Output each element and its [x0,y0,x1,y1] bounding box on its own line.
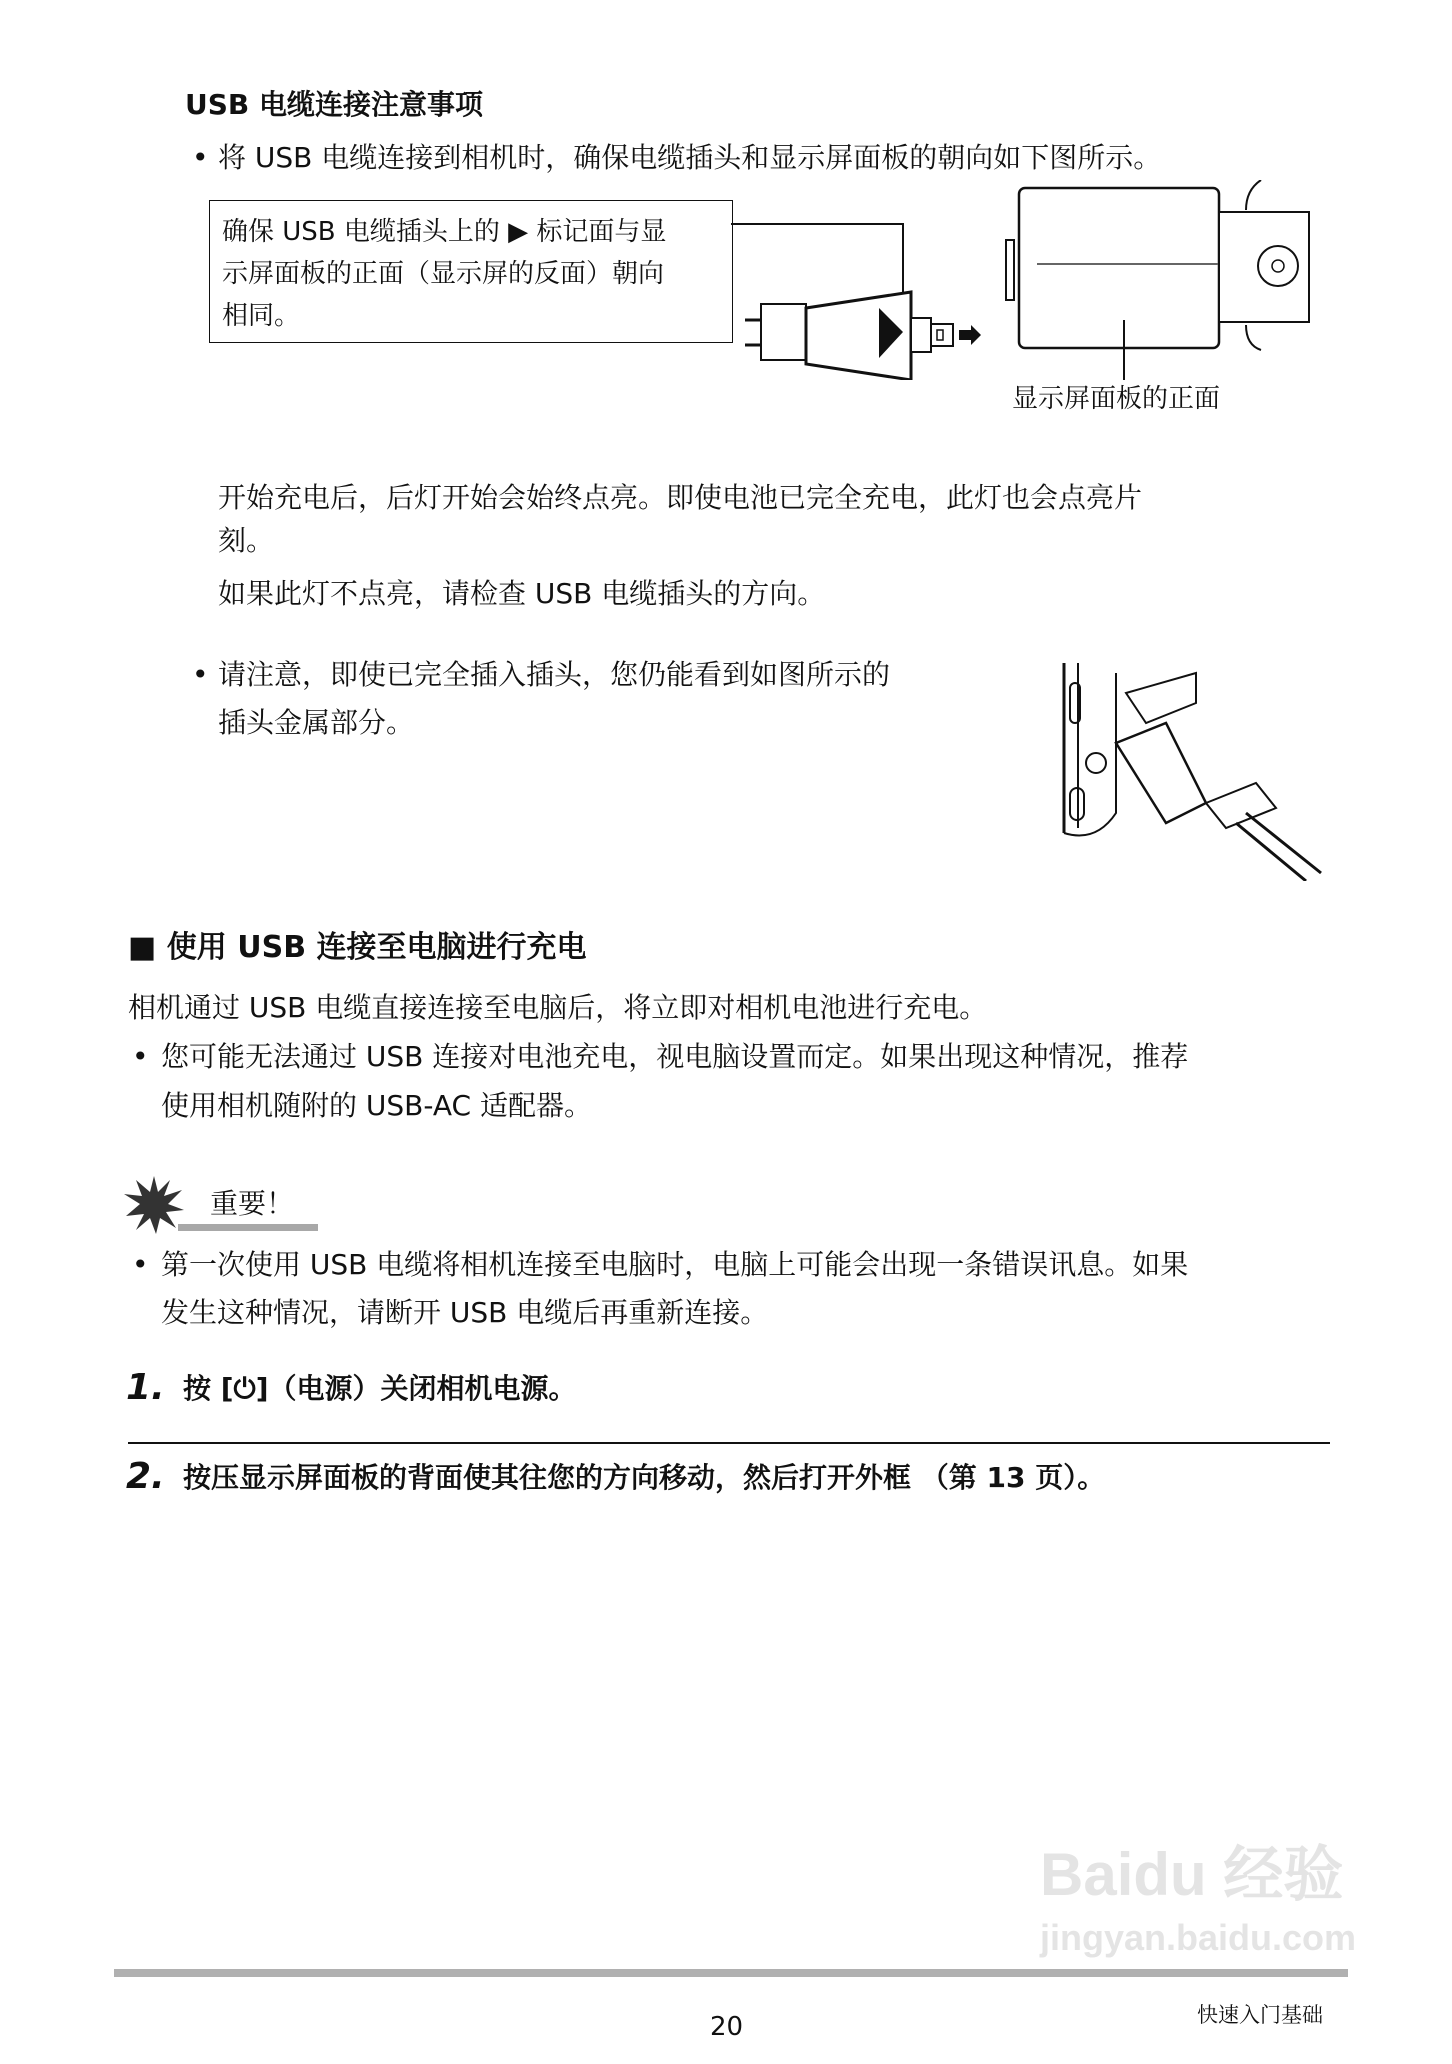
charging-paragraph: 刻。 [218,524,275,557]
note-bullet: 请注意，即使已完全插入插头，您仍能看到如图所示的 [218,658,891,691]
bullet: • [192,141,209,174]
usb-notes-bullet1: 将 USB 电缆连接到相机时，确保电缆插头和显示屏面板的朝向如下图所示。 [218,141,1162,174]
bullet: • [132,1248,149,1281]
baidu-watermark-logo: Baidu 经验 [1040,1841,1344,1908]
footer-rule [114,1969,1348,1977]
callout-line: 示屏面板的正面（显示屏的反面）朝向 [222,259,665,289]
pc-charging-heading: ■ 使用 USB 连接至电脑进行充电 [128,930,587,965]
important-label: 重要！ [210,1187,295,1220]
step-number: 1. [126,1367,165,1408]
step-text: 按压显示屏面板的背面使其往您的方向移动，然后打开外框 （第 13 页）。 [183,1461,1106,1494]
pc-charging-intro: 相机通过 USB 电缆直接连接至电脑后，将立即对相机电池进行充电。 [128,991,988,1024]
note-bullet: 插头金属部分。 [218,706,415,739]
footer-section: 快速入门基础 [1197,2003,1323,2027]
important-bullet: 发生这种情况，请断开 USB 电缆后再重新连接。 [161,1296,769,1329]
diagram-caption: 显示屏面板的正面 [1012,384,1221,414]
callout-line: 确保 USB 电缆插头上的 ▶ 标记面与显 [222,217,667,247]
pc-charging-bullet: 使用相机随附的 USB-AC 适配器。 [161,1089,592,1122]
step-text: 按 [⏻]（电源）关闭相机电源。 [183,1372,577,1405]
plug-inserted-illustration [1056,653,1326,881]
callout-box [209,200,733,343]
usb-notes-heading: USB 电缆连接注意事项 [185,88,483,121]
step-number: 2. [126,1456,165,1497]
bullet: • [132,1040,149,1073]
starburst-icon [124,1176,184,1234]
important-bullet: 第一次使用 USB 电缆将相机连接至电脑时，电脑上可能会出现一条错误讯息。如果 [161,1248,1189,1281]
step-divider [128,1442,1330,1444]
charging-paragraph: 开始充电后，后灯开始会始终点亮。即使电池已完全充电，此灯也会点亮片 [218,481,1143,514]
baidu-watermark-url: jingyan.baidu.com [1040,1917,1357,1958]
usb-plug-diagram [731,180,1331,380]
charging-paragraph: 如果此灯不点亮，请检查 USB 电缆插头的方向。 [218,577,826,610]
page-number: 20 [710,2012,744,2042]
bullet: • [192,658,209,691]
important-underline [178,1224,318,1231]
callout-line: 相同。 [222,301,301,331]
pc-charging-bullet: 您可能无法通过 USB 连接对电池充电，视电脑设置而定。如果出现这种情况，推荐 [161,1040,1189,1073]
